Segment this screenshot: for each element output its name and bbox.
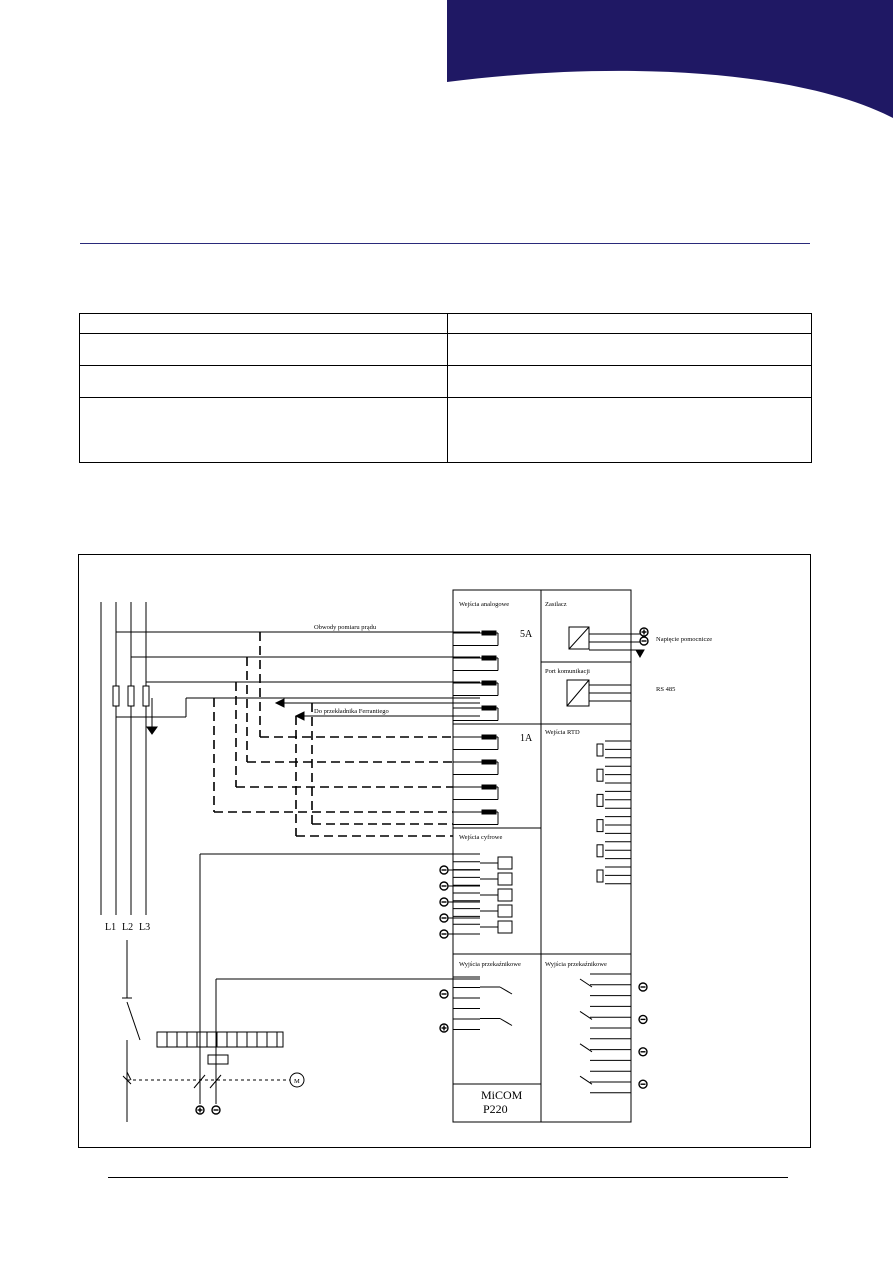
relay-contact (580, 1044, 592, 1052)
rating-1a: 1A (520, 733, 533, 744)
aux-voltage-label: Napięcie pomocnicze (656, 636, 713, 643)
current-transformer (143, 686, 149, 706)
rtd-sensor (597, 845, 603, 857)
section-relay-outputs-right: Wyjścia przekaźnikowe (545, 961, 607, 968)
footer-rule (108, 1177, 788, 1178)
phase-label-l3: L3 (139, 922, 151, 933)
optocoupler-symbol (498, 921, 512, 933)
current-transformer (113, 686, 119, 706)
phase-label-l2: L2 (122, 922, 134, 933)
relay-contact (580, 979, 592, 987)
rtd-sensor (597, 820, 603, 832)
optocoupler-symbol (498, 905, 512, 917)
coil-block (482, 760, 496, 764)
section-relay-outputs-left: Wyjścia przekaźnikowe (459, 961, 521, 968)
section-rtd-inputs: Wejścia RTD (545, 729, 580, 736)
relay-contact (580, 1011, 592, 1019)
coil-block (482, 785, 496, 789)
optocoupler-symbol (498, 889, 512, 901)
motor-symbol: M (294, 1078, 300, 1085)
rs485-label: RS 485 (656, 686, 676, 693)
ferranti-label: Do przekładnika Ferrantiego (314, 708, 389, 715)
coil-block (482, 706, 496, 710)
rtd-sensor (597, 769, 603, 781)
device-name: MiCOM (481, 1088, 523, 1102)
coil-block (482, 656, 496, 660)
device-model: P220 (483, 1102, 508, 1116)
current-transformer (128, 686, 134, 706)
rtd-sensor (597, 870, 603, 882)
coil-block (482, 631, 496, 635)
motor-switch-mark (127, 1072, 131, 1080)
current-circuits-label: Obwody pomiaru prądu (314, 624, 377, 631)
section-analog-inputs: Wejścia analogowe (459, 601, 510, 608)
rtd-sensor (597, 794, 603, 806)
section-power-supply: Zasilacz (545, 601, 567, 608)
optocoupler-symbol (498, 873, 512, 885)
section-digital-inputs: Wejścia cyfrowe (459, 834, 503, 841)
phase-label-l1: L1 (105, 922, 117, 933)
coil-block (482, 810, 496, 814)
rtd-sensor (597, 744, 603, 756)
coil-block (482, 735, 496, 739)
relay-contact (500, 987, 512, 994)
coil-block (482, 681, 496, 685)
optocoupler-symbol (498, 857, 512, 869)
relay-contact (500, 1019, 512, 1026)
relay-contact (580, 1076, 592, 1084)
rating-5a: 5A (520, 629, 533, 640)
section-comm-port: Port komunikacji (545, 668, 590, 675)
